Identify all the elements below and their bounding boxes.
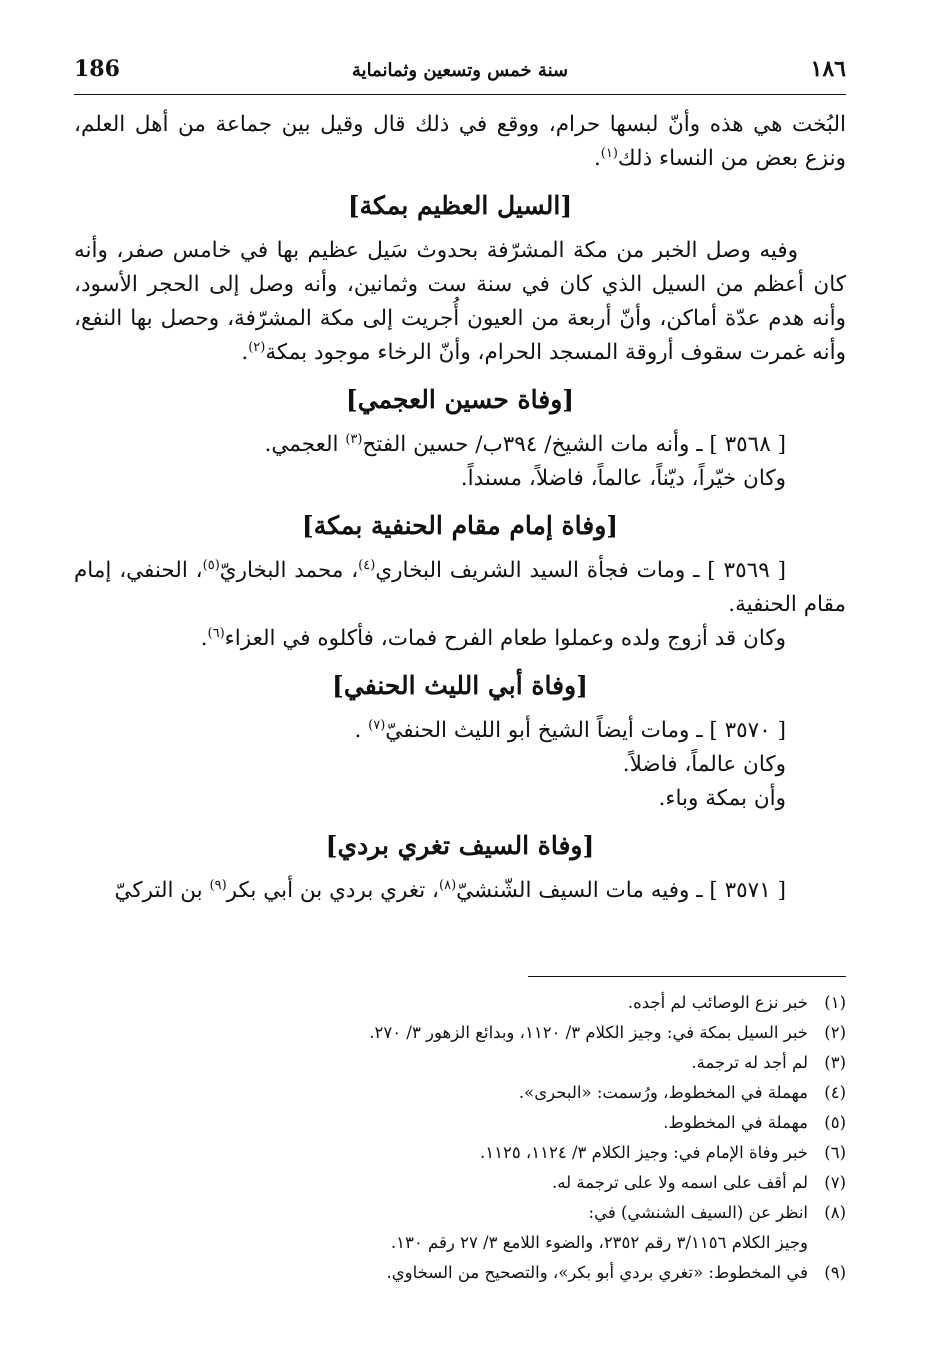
footnote-ref: (٥): [202, 557, 220, 573]
running-title: سنة خمس وتسعين وثمانماية: [351, 60, 569, 81]
footnote-ref: (٨): [439, 877, 457, 893]
entry-3571: [ ٣٥٧١ ] ـ وفيه مات السيف الشّنشيّ$^{(٨)}$، تغري بردي بن أبي بكر$^{(٩)}$ بن التركيّ: [114, 877, 786, 903]
page-number-latin: 186: [74, 56, 120, 82]
footnote: (٢) خبر السيل بمكة في: وجيز الكلام ٣/ ١١٢٠، وبدائع الزهور ٣/ ٢٧٠.: [369, 1023, 846, 1042]
footnote-ref: (٢): [248, 339, 266, 355]
footnotes: [74, 988, 846, 1288]
entry-3570-desc: وكان عالماً، فاضلاً.: [622, 752, 786, 777]
entry-3569: [ ٣٥٦٩ ] ـ ومات فجأة السيد الشريف البخاري$^{(٤)}$، محمد البخاريّ$^{(٥)}$، الحنفي، إمام مقام الحنفية.: [74, 557, 846, 617]
footnote-continuation: وجيز الكلام ٣/١١٥٦ رقم ٢٣٥٢، والضوء اللامع ٣/ ٢٧ رقم ١٣٠.: [390, 1233, 808, 1252]
section-heading-husayn: [وفاة حسين العجمي]: [345, 385, 575, 414]
footnote: (٩) في المخطوط: «تغري بردي أبو بكر»، والتصحيح من السخاوي.: [386, 1263, 846, 1282]
entry-3569-desc: وكان قد أزوج ولده وعملوا طعام الفرح فمات، فأكلوه في العزاء$^{(٦)}$.: [200, 625, 786, 651]
footnote: (٣) لم أجد له ترجمة.: [691, 1053, 846, 1072]
footnote: (٥) مهملة في المخطوط.: [663, 1113, 846, 1132]
footnote: (٦) خبر وفاة الإمام في: وجيز الكلام ٣/ ١١٢٤، ١١٢٥.: [479, 1143, 846, 1162]
entry-3570: [ ٣٥٧٠ ] ـ ومات أيضاً الشيخ أبو الليث الحنفيّ$^{(٧)}$ .: [354, 717, 786, 743]
footnote-ref: (٧): [368, 717, 386, 733]
footnote: (٧) لم أقف على اسمه ولا على ترجمة له.: [552, 1173, 846, 1192]
entry-3568-desc: وكان خيّراً، ديّناً، عالماً، فاضلاً، مسنداً.: [460, 466, 786, 491]
footnote: (١) خبر نزع الوصائب لم أجده.: [627, 993, 846, 1012]
footnote-divider: [528, 976, 846, 977]
footnote-ref: (١): [600, 145, 618, 161]
flood-paragraph: وفيه وصل الخبر من مكة المشرّفة بحدوث سَيل عظيم بها في خامس صفر، وأنه كان أعظم من السيل الذي كان في سنة ست وثمانين، وأنه وصل إلى الحجر الأسود، وأنه هدم عدّة أماكن، وأنّ أربعة من العيون أُجريت إلى مكة المشرّفة، وحصل بها النفع، وأنه غمرت سقوف أروقة المسجد الحرام، وأنّ الرخاء موجود بمكة$^{(٢)}$.: [74, 238, 846, 365]
main-text: [74, 108, 846, 908]
footnote-ref: (٣): [345, 431, 363, 447]
section-heading-hanafi-imam: [وفاة إمام مقام الحنفية بمكة]: [301, 511, 619, 540]
page-number-arabic: ١٨٦: [810, 56, 846, 82]
footnote-ref: (٩): [209, 877, 227, 893]
section-heading-taghri-birdi: [وفاة السيف تغري بردي]: [325, 831, 595, 860]
footnote-ref: (٤): [358, 557, 376, 573]
section-heading-abu-laith: [وفاة أبي الليث الحنفي]: [332, 671, 588, 700]
page-header: [74, 50, 846, 95]
intro-paragraph: البُخت هي هذه وأنّ لبسها حرام، ووقع في ذلك قال وقيل بين جماعة من أهل العلم، ونزع بعض من النساء ذلك$^{(١)}$.: [74, 112, 846, 171]
footnote: (٤) مهملة في المخطوط، ورُسمت: «البحرى».: [518, 1083, 846, 1102]
footnote: (٨) انظر عن (السيف الشنشي) في:: [588, 1203, 846, 1222]
section-heading-flood: [السيل العظيم بمكة]: [347, 191, 573, 220]
footnote-ref: (٦): [207, 625, 225, 641]
entry-3570-note: وأن بمكة وباء.: [658, 786, 786, 811]
entry-3568: [ ٣٥٦٨ ] ـ وأنه مات الشيخ/ ٣٩٤ب/ حسين الفتح$^{(٣)}$ العجمي.: [264, 431, 786, 457]
